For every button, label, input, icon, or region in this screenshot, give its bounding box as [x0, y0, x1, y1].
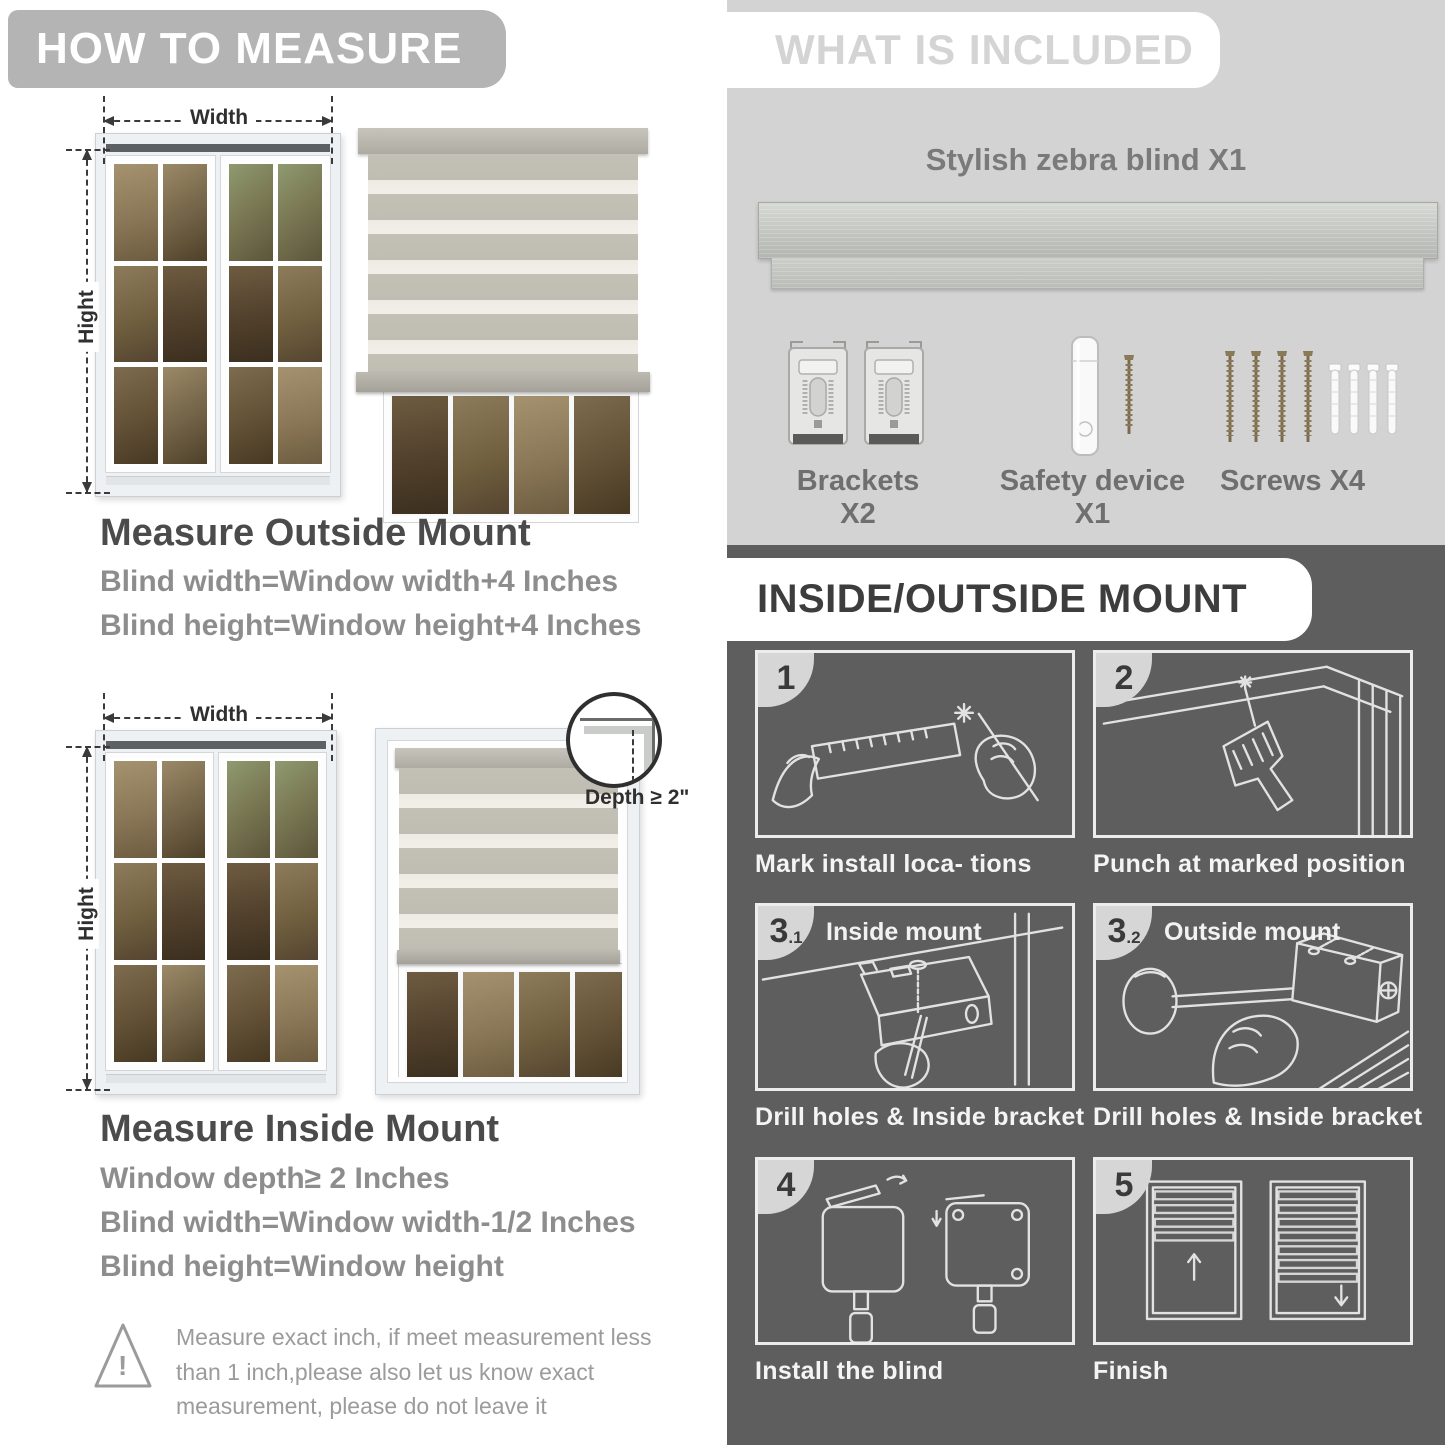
- bracket-icon: [783, 338, 853, 456]
- screw-icon: [1121, 352, 1137, 440]
- window-pane: [114, 266, 158, 363]
- depth-label: Depth ≥ 2": [585, 786, 690, 809]
- step-caption-3-2: Drill holes & Inside bracket: [1093, 1103, 1423, 1131]
- mount-section: [727, 545, 1445, 1445]
- window-pane: [453, 396, 509, 514]
- blind-quantity-label: Stylish zebra blind X1: [925, 142, 1247, 177]
- wall-anchor-icon: [1385, 362, 1399, 442]
- window-pane: [278, 367, 322, 464]
- wall-anchor-icon: [1328, 362, 1342, 442]
- step-number: 5: [1114, 1166, 1134, 1204]
- step-subnumber: .2: [1126, 928, 1141, 947]
- dimension-guide: [66, 1089, 110, 1091]
- outside-mount-line1: Blind width=Window width+4 Inches: [100, 565, 619, 598]
- dimension-guide: [331, 96, 333, 164]
- blind-bottom-rail: [356, 372, 650, 392]
- window-pane: [114, 367, 158, 464]
- blind-bottom-rail: [397, 950, 620, 964]
- dimension-guide: [66, 746, 110, 748]
- depth-guide: [632, 730, 634, 782]
- step-number: 3: [1107, 912, 1127, 950]
- window-pane: [163, 266, 207, 363]
- step-panel-3-1: [755, 903, 1075, 1091]
- step-caption-5: Finish: [1093, 1357, 1169, 1385]
- width-label: Width: [182, 703, 256, 727]
- inside-mount-line2: Blind width=Window width-1/2 Inches: [100, 1206, 636, 1239]
- step-caption-2: Punch at marked position: [1093, 850, 1406, 878]
- height-label: Hight: [75, 282, 99, 352]
- window-pane: [229, 266, 273, 363]
- window-pane: [227, 863, 270, 960]
- dimension-guide: [103, 96, 105, 164]
- inside-mount-title: Measure Inside Mount: [100, 1108, 500, 1150]
- window-sash-right: [219, 753, 326, 1070]
- wall-anchor-icon: [1347, 362, 1361, 442]
- window-pane: [163, 367, 207, 464]
- window-pane: [275, 761, 318, 858]
- measure-note: Measure exact inch, if meet measurement less than 1 inch,please also let us know exact measurement, please do not leave it: [176, 1324, 652, 1419]
- screw-icon: [1248, 348, 1264, 448]
- how-to-measure-header: HOW TO MEASURE: [8, 10, 506, 88]
- window-top-rail: [106, 741, 326, 749]
- width-label: Width: [182, 106, 256, 130]
- step-number: 3: [769, 912, 789, 950]
- inside-mount-line1: Window depth≥ 2 Inches: [100, 1162, 450, 1195]
- step-title: Inside mount: [826, 918, 982, 946]
- step-subnumber: .1: [788, 928, 803, 947]
- step-number: 2: [1114, 659, 1134, 697]
- step-number: 4: [776, 1166, 796, 1204]
- window-pane: [114, 164, 158, 261]
- window-pane: [162, 863, 205, 960]
- warning-exclamation: !: [118, 1350, 128, 1381]
- window-pane: [278, 266, 322, 363]
- safety-device-label: Safety device X1: [999, 465, 1186, 530]
- step-caption-3-1: Drill holes & Inside bracket: [755, 1103, 1085, 1131]
- brackets-label: Brackets X2: [796, 465, 920, 530]
- window-behind-blind: [384, 388, 638, 522]
- step-panel-4: [755, 1157, 1075, 1345]
- window-sash-right: [221, 156, 330, 472]
- window-sill: [106, 476, 330, 485]
- window-pane: [114, 761, 157, 858]
- dimension-guide: [66, 149, 110, 151]
- inside-mount-line3: Blind height=Window height: [100, 1250, 504, 1283]
- window-pane: [227, 965, 270, 1062]
- blind-fabric: [368, 154, 638, 372]
- dimension-guide: [66, 492, 110, 494]
- step-panel-3-2: [1093, 903, 1413, 1091]
- window-pane: [575, 972, 626, 1080]
- window-pane: [519, 972, 570, 1080]
- window-pane: [392, 396, 448, 514]
- step-caption-4: Install the blind: [755, 1357, 944, 1385]
- window-pane: [229, 164, 273, 261]
- window-pane: [275, 965, 318, 1062]
- blind-headrail: [758, 202, 1438, 259]
- zebra-blind-outside: [358, 126, 648, 510]
- window-pane: [574, 396, 630, 514]
- depth-magnifier-icon: [566, 692, 662, 788]
- step-panel-5: [1093, 1157, 1413, 1345]
- window-pane: [463, 972, 514, 1080]
- warning-triangle-icon: [92, 1320, 154, 1392]
- screws-label: Screws X4: [1219, 465, 1366, 497]
- window-photo-inside: [95, 730, 337, 1095]
- window-pane: [275, 863, 318, 960]
- window-pane: [163, 164, 207, 261]
- bracket-icon: [859, 338, 929, 456]
- window-sill: [106, 1074, 326, 1083]
- blind-headrail-lip: [771, 258, 1424, 289]
- window-pane: [114, 965, 157, 1062]
- step-title: Outside mount: [1164, 918, 1341, 946]
- screw-icon: [1300, 348, 1316, 448]
- step-panel-2: [1093, 650, 1413, 838]
- step-number: 1: [776, 659, 796, 697]
- wall-anchor-icon: [1366, 362, 1380, 442]
- what-is-included-header: WHAT IS INCLUDED: [727, 12, 1220, 88]
- window-behind-blind: [399, 964, 627, 1082]
- window-pane: [162, 761, 205, 858]
- step-caption-1: Mark install loca- tions: [755, 850, 1032, 878]
- inside-outside-mount-header: INSIDE/OUTSIDE MOUNT: [727, 558, 1312, 641]
- dimension-guide: [103, 693, 105, 761]
- window-photo-outside: [95, 133, 341, 497]
- window-pane: [407, 972, 458, 1080]
- window-top-rail: [106, 144, 330, 152]
- right-column: [727, 0, 1445, 1445]
- screw-icon: [1274, 348, 1290, 448]
- screw-icon: [1222, 348, 1238, 448]
- outside-mount-line2: Blind height=Window height+4 Inches: [100, 609, 642, 642]
- outside-mount-title: Measure Outside Mount: [100, 512, 531, 554]
- window-pane: [162, 965, 205, 1062]
- step-panel-1: [755, 650, 1075, 838]
- window-pane: [227, 761, 270, 858]
- window-pane: [114, 863, 157, 960]
- frame-corner-outline: [580, 718, 655, 788]
- window-pane: [514, 396, 570, 514]
- dimension-guide: [331, 693, 333, 761]
- height-label: Hight: [75, 879, 99, 949]
- window-pane: [229, 367, 273, 464]
- window-sash-left: [106, 156, 215, 472]
- window-sash-left: [106, 753, 213, 1070]
- safety-device-icon: [1060, 333, 1110, 461]
- blind-cassette: [358, 128, 648, 154]
- window-pane: [278, 164, 322, 261]
